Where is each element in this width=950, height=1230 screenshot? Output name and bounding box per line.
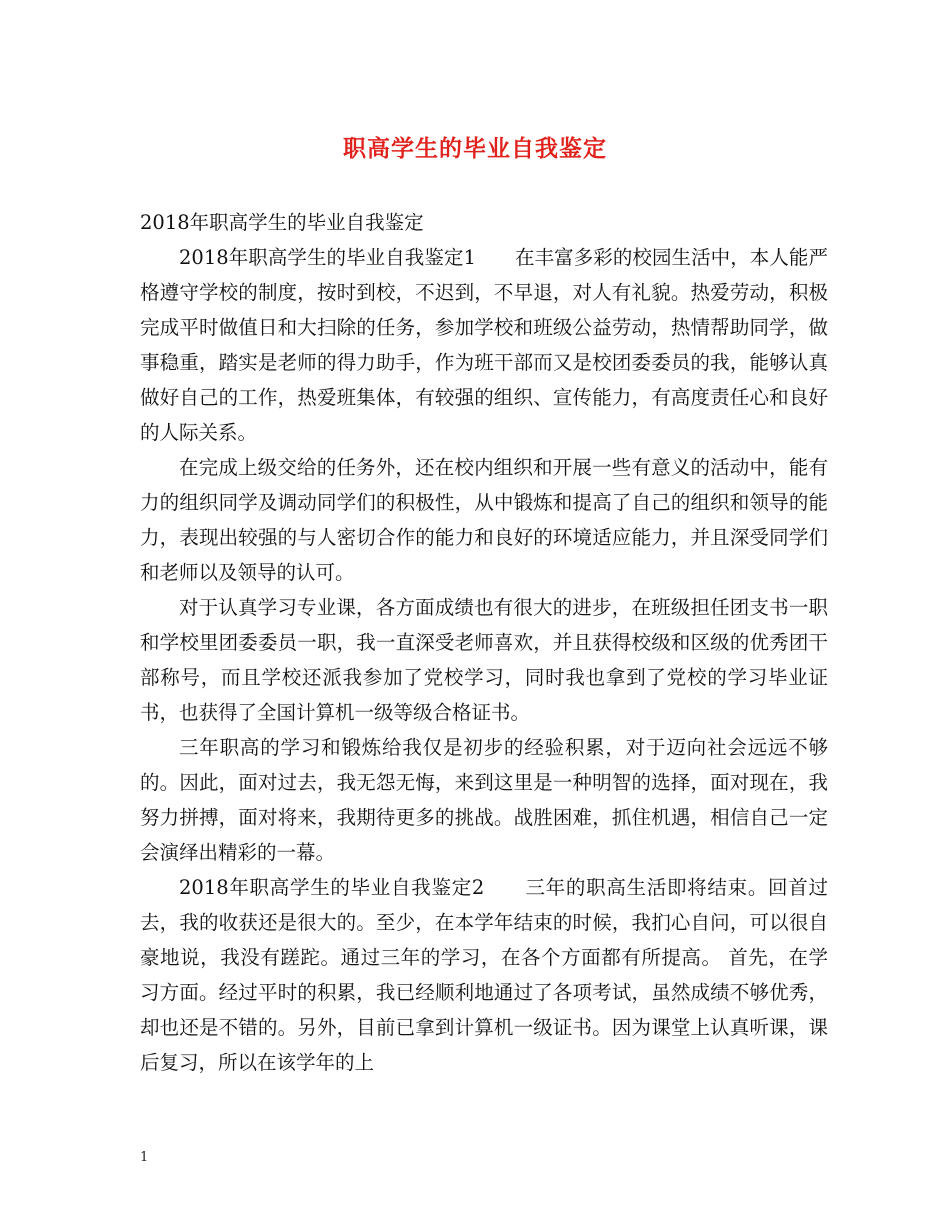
paragraph-text: 三年的职高生活即将结束。回首过去，我的收获还是很大的。至少，在本学年结束的时候，我扪心自问，可以很自豪地说，我没有蹉跎。通过三年的学习，在各个方面都有所提高。 首先，在学习方面。经过平时的积累，我已经顺利地通过了各项考试，虽然成绩不够优秀，却也还是不错的。另外，目前已拿到计算机一级证书。因为课堂上认真听课，课后复习，所以在该学年的上 [140, 876, 828, 1074]
paragraph [140, 870, 828, 1080]
document-subtitle: 2018年职高学生的毕业自我鉴定 [140, 211, 424, 234]
paragraph [140, 730, 828, 870]
paragraph-text: 三年职高的学习和锻炼给我仅是初步的经验积累，对于迈向社会远远不够的。因此，面对过去，我无怨无悔，来到这里是一种明智的选择，面对现在，我努力拼搏，面对将来，我期待更多的挑战。战胜困难，抓住机遇，相信自己一定会演绎出精彩的一幕。 [140, 736, 828, 864]
paragraph [140, 240, 828, 450]
document-title: 职高学生的毕业自我鉴定 [343, 135, 607, 162]
paragraph-text: 在丰富多彩的校园生活中，本人能严格遵守学校的制度，按时到校，不迟到，不早退，对人有礼貌。热爱劳动，积极完成平时做值日和大扫除的任务，参加学校和班级公益劳动，热情帮助同学，做事稳重，踏实是老师的得力助手，作为班干部而又是校团委委员的我，能够认真做好自己的工作，热爱班集体，有较强的组织、宣传能力，有高度责任心和良好的人际关系。 [140, 246, 828, 444]
paragraph [140, 590, 828, 730]
paragraph-heading: 2018年职高学生的毕业自我鉴定1 [179, 246, 516, 269]
document-body [140, 205, 828, 1080]
paragraph-heading: 2018年职高学生的毕业自我鉴定2 [179, 876, 526, 899]
page-number: 1 [140, 1150, 149, 1165]
paragraph-text: 在完成上级交给的任务外，还在校内组织和开展一些有意义的活动中，能有力的组织同学及调动同学们的积极性，从中锻炼和提高了自己的组织和领导的能力，表现出较强的与人密切合作的能力和良好的环境适应能力，并且深受同学们和老师以及领导的认可。 [140, 456, 828, 584]
paragraph [140, 450, 828, 590]
paragraph-text: 对于认真学习专业课，各方面成绩也有很大的进步，在班级担任团支书一职和学校里团委委员一职，我一直深受老师喜欢，并且获得校级和区级的优秀团干部称号，而且学校还派我参加了党校学习，同时我也拿到了党校的学习毕业证书，也获得了全国计算机一级等级合格证书。 [140, 596, 828, 724]
